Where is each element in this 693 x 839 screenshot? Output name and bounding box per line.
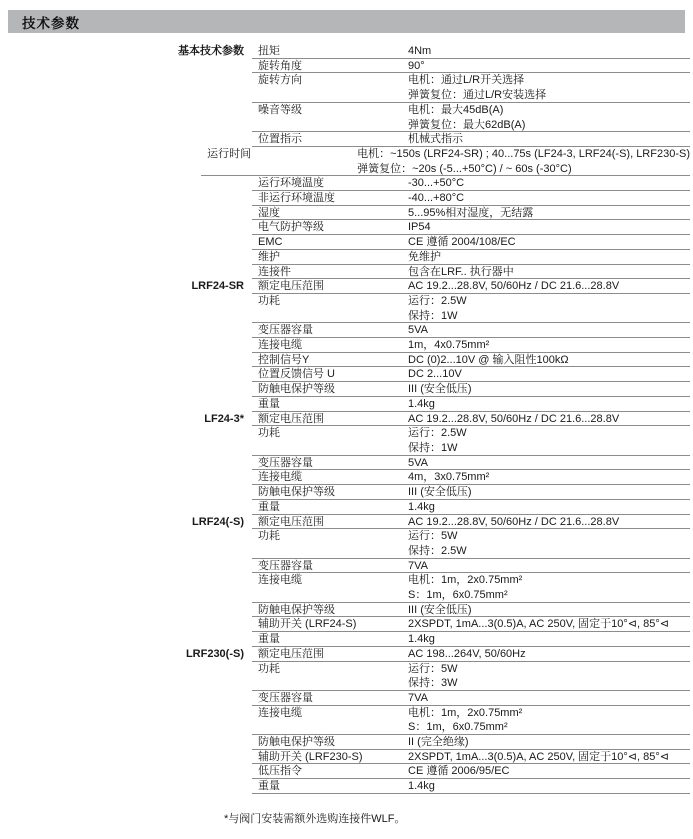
table-row	[0, 662, 690, 691]
table-row	[0, 250, 690, 265]
spec-table	[0, 44, 690, 794]
table-row	[0, 706, 690, 735]
table-row	[0, 764, 690, 779]
section-label	[0, 382, 252, 397]
table-row	[0, 456, 690, 471]
param-name: 非运行环境温度	[258, 192, 335, 205]
section-label	[0, 632, 252, 647]
section-label	[0, 706, 252, 735]
param-name: 连接电缆	[258, 574, 302, 587]
param-value	[408, 206, 690, 221]
param-value	[408, 59, 690, 74]
param-value	[408, 412, 690, 427]
table-row	[0, 73, 690, 102]
section-label	[0, 59, 252, 74]
section-label	[0, 617, 252, 632]
param-value-line: S：1m，6x0.75mm²	[408, 721, 508, 734]
param-name: 噪音等级	[258, 103, 302, 116]
param-value-line: 运行：2.5W	[408, 294, 467, 307]
param-name: 功耗	[258, 530, 280, 543]
section-label	[0, 470, 252, 485]
param-value	[408, 617, 690, 632]
section-label	[0, 294, 252, 323]
param-value-line: 5VA	[408, 324, 428, 337]
param-value	[408, 750, 690, 765]
param-name: 变压器容量	[258, 559, 313, 572]
table-row	[0, 353, 690, 368]
section-label	[0, 735, 252, 750]
param-name: 电气防护等级	[258, 221, 324, 234]
param-value-line: 弹簧复位：最大62dB(A)	[408, 118, 526, 131]
param-value	[408, 132, 690, 147]
section-label	[0, 426, 252, 455]
section-label	[0, 206, 252, 221]
table-row	[0, 147, 690, 176]
table-row	[0, 279, 690, 294]
param-name: EMC	[258, 236, 283, 249]
param-name: 变压器容量	[258, 456, 313, 469]
param-name: 防触电保护等级	[258, 383, 335, 396]
param-value-line: 2XSPDT, 1mA...3(0.5)A, AC 250V, 固定于10°⊲, 85°⊲	[408, 618, 669, 631]
section-label: LRF24-SR	[191, 280, 244, 293]
param-value	[408, 103, 690, 132]
section-label	[0, 367, 252, 382]
param-name: 低压指令	[258, 765, 302, 778]
param-name: 位置反馈信号 U	[258, 368, 335, 381]
table-row	[0, 573, 690, 602]
param-value-line: II (完全绝缘)	[408, 736, 469, 749]
param-value	[408, 382, 690, 397]
table-row	[0, 500, 690, 515]
param-name: 重量	[258, 633, 280, 646]
param-value-line: III (安全低压)	[408, 603, 472, 616]
param-value-line: 电机：1m，2x0.75mm²	[408, 574, 523, 587]
section-label	[0, 338, 252, 353]
param-value-line: 免维护	[408, 250, 441, 263]
param-value-line: 保持：2.5W	[408, 544, 467, 557]
param-value-line: 1.4kg	[408, 397, 435, 410]
table-row	[0, 220, 690, 235]
table-row	[0, 412, 690, 427]
param-value-line: 机械式指示	[408, 133, 463, 146]
section-label	[0, 456, 252, 471]
table-row	[0, 235, 690, 250]
param-name: 连接电缆	[258, 339, 302, 352]
table-row	[0, 426, 690, 455]
param-value	[408, 470, 690, 485]
param-name: 旋转角度	[258, 59, 302, 72]
section-label	[0, 764, 252, 779]
section-label	[0, 485, 252, 500]
section-label: LF24-3*	[204, 412, 244, 425]
table-row	[0, 44, 690, 59]
param-name: 重量	[258, 397, 280, 410]
param-name: 连接电缆	[258, 471, 302, 484]
param-value	[408, 735, 690, 750]
param-value-line: 1.4kg	[408, 500, 435, 513]
param-value	[408, 176, 690, 191]
section-label	[0, 220, 252, 235]
table-row	[0, 132, 690, 147]
section-label	[0, 500, 252, 515]
param-value-line: 电机：~150s (LRF24-SR) ; 40...75s (LF24-3, LRF24(-S), LRF230-S)	[357, 147, 690, 160]
param-value-line: 5VA	[408, 456, 428, 469]
table-row	[0, 779, 690, 794]
param-name: 连接电缆	[258, 706, 302, 719]
param-value	[408, 265, 690, 280]
param-value	[408, 191, 690, 206]
table-row	[0, 559, 690, 574]
param-value	[408, 367, 690, 382]
table-row	[0, 691, 690, 706]
param-value	[408, 529, 690, 558]
param-value-line: CE 遵循 2004/108/EC	[408, 236, 516, 249]
section-label	[0, 132, 252, 147]
table-row	[0, 191, 690, 206]
param-value-line: 电机：最大45dB(A)	[408, 103, 504, 116]
section-label	[0, 529, 252, 558]
param-value	[408, 573, 690, 602]
param-name: 辅助开关 (LRF24-S)	[258, 618, 357, 631]
section-label: LRF230(-S)	[185, 647, 244, 660]
param-value	[408, 632, 690, 647]
param-value	[408, 456, 690, 471]
table-row	[0, 735, 690, 750]
section-label: LRF24(-S)	[192, 515, 244, 528]
param-name: 额定电压范围	[258, 515, 324, 528]
param-value	[408, 662, 690, 691]
table-row	[0, 617, 690, 632]
param-name: 额定电压范围	[258, 412, 324, 425]
param-value	[408, 279, 690, 294]
param-value-line: 保持：1W	[408, 309, 458, 322]
param-value	[357, 147, 690, 176]
param-value	[408, 647, 690, 662]
section-label	[0, 397, 252, 412]
param-value	[408, 706, 690, 735]
param-value	[408, 73, 690, 102]
table-row	[0, 750, 690, 765]
param-value	[408, 559, 690, 574]
param-name: 位置指示	[258, 133, 302, 146]
table-row	[0, 470, 690, 485]
param-name: 重量	[258, 500, 280, 513]
param-name: 扭矩	[258, 45, 280, 57]
param-value	[408, 250, 690, 265]
table-row	[0, 367, 690, 382]
table-row	[0, 294, 690, 323]
param-name: 额定电压范围	[258, 280, 324, 293]
param-value	[408, 485, 690, 500]
table-row	[0, 176, 690, 191]
param-value-line: 1.4kg	[408, 633, 435, 646]
param-value	[408, 397, 690, 412]
param-value-line: 1m，4x0.75mm²	[408, 339, 490, 352]
section-label	[0, 691, 252, 706]
section-label	[0, 191, 252, 206]
param-value-line: DC 2...10V	[408, 368, 462, 381]
param-value	[408, 691, 690, 706]
table-row	[0, 647, 690, 662]
table-row	[0, 603, 690, 618]
param-value	[408, 779, 690, 794]
footnote: *与阀门安装需额外选购连接件WLF。	[224, 812, 406, 825]
param-value-line: S：1m，6x0.75mm²	[408, 589, 508, 602]
param-value	[408, 603, 690, 618]
param-value-line: 90°	[408, 59, 425, 72]
param-name: 变压器容量	[258, 691, 313, 704]
param-value	[408, 44, 690, 59]
param-value	[408, 220, 690, 235]
section-label	[0, 176, 252, 191]
param-value-line: III (安全低压)	[408, 486, 472, 499]
param-value-line: 弹簧复位：~20s (-5...+50°C) / ~ 60s (-30°C)	[357, 162, 572, 175]
section-label	[0, 779, 252, 794]
param-value	[408, 294, 690, 323]
section-header-bar	[8, 10, 685, 33]
param-value-line: -40...+80°C	[408, 192, 465, 205]
param-name: 防触电保护等级	[258, 736, 335, 749]
param-name: 功耗	[258, 294, 280, 307]
param-name: 旋转方向	[258, 74, 302, 87]
param-name: 功耗	[258, 427, 280, 440]
page-title: 技术参数	[22, 15, 80, 31]
param-name: 功耗	[258, 662, 280, 675]
param-value-line: 运行：5W	[408, 530, 458, 543]
section-label	[0, 353, 252, 368]
param-value-line: 保持：3W	[408, 677, 458, 690]
param-value	[408, 515, 690, 530]
param-value-line: 5...95%相对湿度，无结露	[408, 206, 534, 219]
table-row	[0, 59, 690, 74]
section-label	[0, 573, 252, 602]
param-name: 额定电压范围	[258, 647, 324, 660]
param-value-line: 电机：1m，2x0.75mm²	[408, 706, 523, 719]
section-label	[0, 559, 252, 574]
param-value	[408, 338, 690, 353]
section-label: 基本技术参数	[178, 45, 244, 57]
section-label	[0, 250, 252, 265]
section-label	[0, 103, 252, 132]
section-label	[0, 323, 252, 338]
param-value-line: AC 198...264V, 50/60Hz	[408, 647, 526, 660]
param-name: 运行时间	[207, 147, 252, 160]
section-label	[0, 662, 252, 691]
param-value-line: 运行：2.5W	[408, 427, 467, 440]
table-row	[0, 382, 690, 397]
param-value-line: 运行：5W	[408, 662, 458, 675]
param-value-line: IP54	[408, 221, 431, 234]
param-name: 连接件	[258, 265, 291, 278]
param-value	[408, 426, 690, 455]
param-value	[408, 323, 690, 338]
table-row	[0, 485, 690, 500]
param-name: 湿度	[258, 206, 280, 219]
param-value-line: 1.4kg	[408, 780, 435, 793]
param-value	[408, 764, 690, 779]
section-label	[0, 235, 252, 250]
param-value-line: 7VA	[408, 691, 428, 704]
section-label	[0, 73, 252, 102]
param-value-line: DC (0)2...10V @ 输入阻性100kΩ	[408, 353, 569, 366]
table-row	[0, 397, 690, 412]
param-name: 运行环境温度	[258, 177, 324, 190]
table-row	[0, 265, 690, 280]
table-row	[0, 529, 690, 558]
section-label	[0, 147, 201, 176]
param-value	[408, 500, 690, 515]
param-value	[408, 235, 690, 250]
param-value-line: CE 遵循 2006/95/EC	[408, 765, 510, 778]
param-name: 维护	[258, 250, 280, 263]
table-row	[0, 323, 690, 338]
param-name: 防触电保护等级	[258, 486, 335, 499]
param-value-line: 保持：1W	[408, 441, 458, 454]
param-name: 防触电保护等级	[258, 603, 335, 616]
param-value-line: 7VA	[408, 559, 428, 572]
param-value-line: 2XSPDT, 1mA...3(0.5)A, AC 250V, 固定于10°⊲, 85°⊲	[408, 750, 669, 763]
param-name: 重量	[258, 780, 280, 793]
table-row	[0, 515, 690, 530]
param-value-line: AC 19.2...28.8V, 50/60Hz / DC 21.6...28.8V	[408, 412, 620, 425]
param-value-line: 弹簧复位：通过L/R安装选择	[408, 89, 547, 102]
table-row	[0, 103, 690, 132]
param-name: 辅助开关 (LRF230-S)	[258, 750, 363, 763]
param-value-line: 4m，3x0.75mm²	[408, 471, 490, 484]
param-value-line: -30...+50°C	[408, 177, 465, 190]
param-value-line: III (安全低压)	[408, 383, 472, 396]
section-label	[0, 603, 252, 618]
param-value-line: 电机：通过L/R开关选择	[408, 74, 525, 87]
table-row	[0, 206, 690, 221]
section-label	[0, 265, 252, 280]
param-name: 变压器容量	[258, 324, 313, 337]
param-value-line: AC 19.2...28.8V, 50/60Hz / DC 21.6...28.8V	[408, 515, 620, 528]
section-label	[0, 750, 252, 765]
param-value	[408, 353, 690, 368]
param-value-line: AC 19.2...28.8V, 50/60Hz / DC 21.6...28.8V	[408, 280, 620, 293]
table-row	[0, 338, 690, 353]
param-value-line: 包含在LRF.. 执行器中	[408, 265, 514, 278]
param-name: 控制信号Y	[258, 353, 310, 366]
param-value-line: 4Nm	[408, 45, 432, 57]
table-row	[0, 632, 690, 647]
